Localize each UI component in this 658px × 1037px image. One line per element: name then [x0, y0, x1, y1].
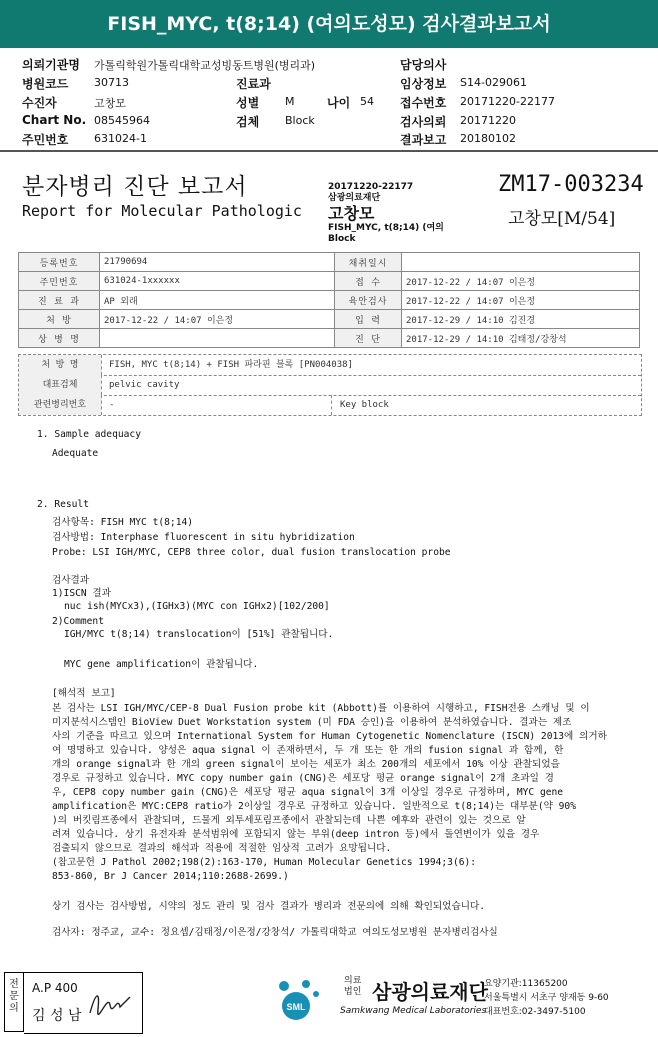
- body-line: 검사결과: [52, 575, 90, 586]
- prev-label: 관련병리번호: [19, 395, 102, 415]
- signature-icon: [86, 987, 134, 1021]
- body-line: 미지분석시스템인 BioView Duet Workstation system (미 FDA 승인)을 이용하여 분석하였습니다. 결과는 제조: [52, 717, 572, 728]
- prev-row: [19, 395, 641, 415]
- examinee: 고창모: [94, 97, 126, 110]
- input: 2017-12-29 / 14:10 김진경: [402, 310, 640, 329]
- body-line: 2)Comment: [52, 616, 104, 627]
- sex-label: 성별: [236, 96, 260, 110]
- diag-label: 진 단: [335, 329, 402, 348]
- org-tel: 대표번호:02-3497-5100: [484, 1007, 586, 1017]
- rx-name-row: [19, 355, 641, 376]
- clinical: S14-029061: [460, 76, 527, 89]
- hosp-code: 30713: [94, 76, 129, 89]
- dx-label: 상 병 명: [19, 329, 100, 348]
- gross: 2017-12-22 / 14:07 이은정: [402, 291, 640, 310]
- sex: M: [285, 95, 295, 108]
- report-title-en: Report for Molecular Pathologic: [22, 202, 302, 220]
- rx-name-label: 처 방 명: [19, 355, 102, 375]
- org-type: 의료법인: [344, 976, 362, 997]
- body-line: 개의 orange signal과 한 개의 green signal이 보이는 세포가 최소 200개의 세포에서 10% 이상 관찰되었을: [52, 759, 560, 770]
- rep-row: [19, 375, 641, 396]
- org-code: 요양기관:11365200: [484, 979, 568, 989]
- body-line: Probe: LSI IGH/MYC, CEP8 three color, dual fusion translocation probe: [52, 547, 451, 558]
- specimen-label: 검체: [236, 115, 260, 129]
- req-hospital-label: 의뢰기관명: [22, 58, 80, 72]
- id-2: 631024-1xxxxxx: [100, 272, 335, 291]
- clinical-label: 임상정보: [400, 77, 447, 91]
- body-line: 1)ISCN 결과: [52, 588, 111, 599]
- body-line: 1. Sample adequacy: [37, 429, 141, 440]
- label-name: 고창모: [328, 204, 375, 223]
- sml-text: SML: [286, 1002, 306, 1012]
- zm-number: ZM17-003234: [498, 172, 644, 197]
- key-block-label: Key block: [331, 395, 389, 415]
- org-name: 삼광의료재단: [372, 980, 488, 1004]
- body-line: 상기 검사는 검사방법, 시약의 정도 관리 및 검사 결과가 병리과 전문의에 의해 확인되었습니다.: [52, 901, 486, 912]
- label-org: 삼광의료재단: [328, 193, 381, 203]
- sample-label: [328, 182, 468, 245]
- age: 54: [360, 95, 374, 108]
- report-title-ko: 분자병리 진단 보고서: [22, 174, 248, 200]
- body-line: amplification은 MYC:CEP8 ratio가 2이상일 경우로 규정하고 있습니다. 일반적으로 t(8;14)는 대부분(약 90%: [52, 801, 576, 812]
- body-line: )의 버킷림프종에서 관찰되며, 드물게 외투세포림프종에서 관찰되는데 나쁜 예후와 관련이 있는 것으로 알: [52, 815, 526, 826]
- rep: pelvic cavity: [109, 380, 180, 390]
- org-name-en: Samkwang Medical Laboratories: [340, 1006, 487, 1016]
- body-line: 검사방법: Interphase fluorescent in situ hybridization: [52, 532, 355, 543]
- zm-name: 고창모[M/54]: [508, 209, 616, 229]
- body-line: 경우로 규정하고 있습니다. MYC copy number gain (CNG)은 세포당 평균 orange signal이 2개 초과일 경: [52, 773, 554, 784]
- id-label-2: 주민번호: [19, 272, 100, 291]
- receipt-label: 접수번호: [400, 96, 447, 110]
- reg-no-label: 등록번호: [19, 253, 100, 272]
- rep-label: 대표검체: [19, 375, 102, 395]
- diag: 2017-12-29 / 14:10 김태정/강창석: [402, 329, 640, 348]
- rx: 2017-12-22 / 14:07 이은정: [100, 310, 335, 329]
- body-line: 본 검사는 LSI IGH/MYC/CEP-8 Dual Fusion probe kit (Abbott)를 이용하여 시행하고, FISH전용 스캐닝 및 이: [52, 703, 590, 714]
- chart: 08545964: [94, 114, 150, 127]
- reg-no: 21790694: [100, 253, 335, 272]
- receipt-2: 2017-12-22 / 14:07 이은정: [402, 272, 640, 291]
- gross-label: 육안검사: [335, 291, 402, 310]
- body-line: 여 명명하고 있습니다. 양성은 aqua signal 이 존재하면서, 두 개 또는 한 개의 fusion signal 과 함께, 한: [52, 745, 564, 756]
- req-date-label: 검사의뢰: [400, 115, 447, 129]
- dept-2: AP 외래: [100, 291, 335, 310]
- label-specimen: Block: [328, 234, 356, 244]
- hosp-code-label: 병원코드: [22, 77, 69, 91]
- report-footer: [0, 968, 658, 1037]
- body-line: 853-860, Br J Cancer 2014;110:2688-2699.): [52, 871, 289, 882]
- body-line: [해석적 보고]: [52, 688, 116, 699]
- specialist-stamp: 전문의: [4, 972, 24, 1032]
- label-test: FISH_MYC, t(8;14) (여의: [328, 223, 444, 233]
- dx: [100, 329, 335, 348]
- req-hospital: 가톨릭학원가톨릭대학교성빙동트병원(병리과): [94, 59, 316, 72]
- org-addr: 서울특별시 서초구 양재동 9-60: [484, 993, 609, 1003]
- label-no: 20171220-22177: [328, 182, 414, 192]
- doctor-name: 김 성 남: [32, 1008, 82, 1024]
- body-line: 검사항목: FISH MYC t(8;14): [52, 517, 194, 528]
- body-line: 려져 있습니다. 상기 유전자좌 분석범위에 포함되지 않는 부위(deep intron 등)에서 돌연변이가 있을 경우: [52, 829, 540, 840]
- body-line: nuc ish(MYCx3),(IGHx3)(MYC con IGHx2)[102/200]: [64, 601, 330, 612]
- chart-label: Chart No.: [22, 113, 87, 127]
- body-line: 우, CEP8 copy number gain (CNG)은 세포당 평균 aqua signal이 3개 이상일 경우로 규정하며, MYC gene: [52, 787, 564, 798]
- id: 631024-1: [94, 132, 147, 145]
- examinee-label: 수진자: [22, 96, 57, 110]
- signature-box: [24, 972, 143, 1034]
- dept-label-2: 진 료 과: [19, 291, 100, 310]
- body-line: 검출되지 않으므로 결과의 해석과 적용에 적절한 임상적 고려가 요망됩니다.: [52, 843, 392, 854]
- org-address: [484, 977, 609, 1019]
- sml-logo-icon: [270, 976, 326, 1022]
- specimen: Block: [285, 114, 315, 127]
- body-line: 사의 기준을 따르고 있으며 International System for Human Cytogenetic Nomenclature (ISCN) 2013에 의거하: [52, 731, 607, 742]
- patient-info: [0, 48, 658, 152]
- body-line: IGH/MYC t(8;14) translocation이 [51%] 관찰됩니다.: [64, 629, 334, 640]
- ap-number: A.P 400: [32, 981, 78, 995]
- receipt: 20171220-22177: [460, 95, 555, 108]
- body-line: Adequate: [52, 448, 99, 459]
- dept-label: 진료과: [236, 77, 271, 91]
- prescription-box: [18, 354, 642, 416]
- doctor-label: 담당의사: [400, 58, 447, 72]
- body-line: 검사자: 정주교, 교수: 정요셉/김태정/이은정/강창석/ 가톨릭대학교 여의도성모병원 분자병리검사실: [52, 927, 498, 938]
- result-date-label: 결과보고: [400, 133, 447, 147]
- result-date: 20180102: [460, 132, 516, 145]
- report-image: [0, 152, 658, 967]
- collect: [402, 253, 640, 272]
- input-label: 입 력: [335, 310, 402, 329]
- receipt-label-2: 접 수: [335, 272, 402, 291]
- body-line: 2. Result: [37, 499, 89, 510]
- age-label: 나이: [327, 96, 351, 110]
- rx-name: FISH, MYC t(8;14) + FISH 파라핀 블록 [PN004038]: [109, 360, 353, 370]
- registration-table: [18, 252, 640, 348]
- report-header: FISH_MYC, t(8;14) (여의도성모) 검사결과보고서: [0, 0, 658, 48]
- body-line: MYC gene amplification이 관찰됩니다.: [64, 659, 259, 670]
- rx-label: 처 방: [19, 310, 100, 329]
- collect-label: 채취일시: [335, 253, 402, 272]
- req-date: 20171220: [460, 114, 516, 127]
- id-label: 주민번호: [22, 133, 69, 147]
- prev: -: [109, 400, 115, 410]
- body-line: (참고문헌 J Pathol 2002;198(2):163-170, Human Molecular Genetics 1994;3(6):: [52, 857, 477, 868]
